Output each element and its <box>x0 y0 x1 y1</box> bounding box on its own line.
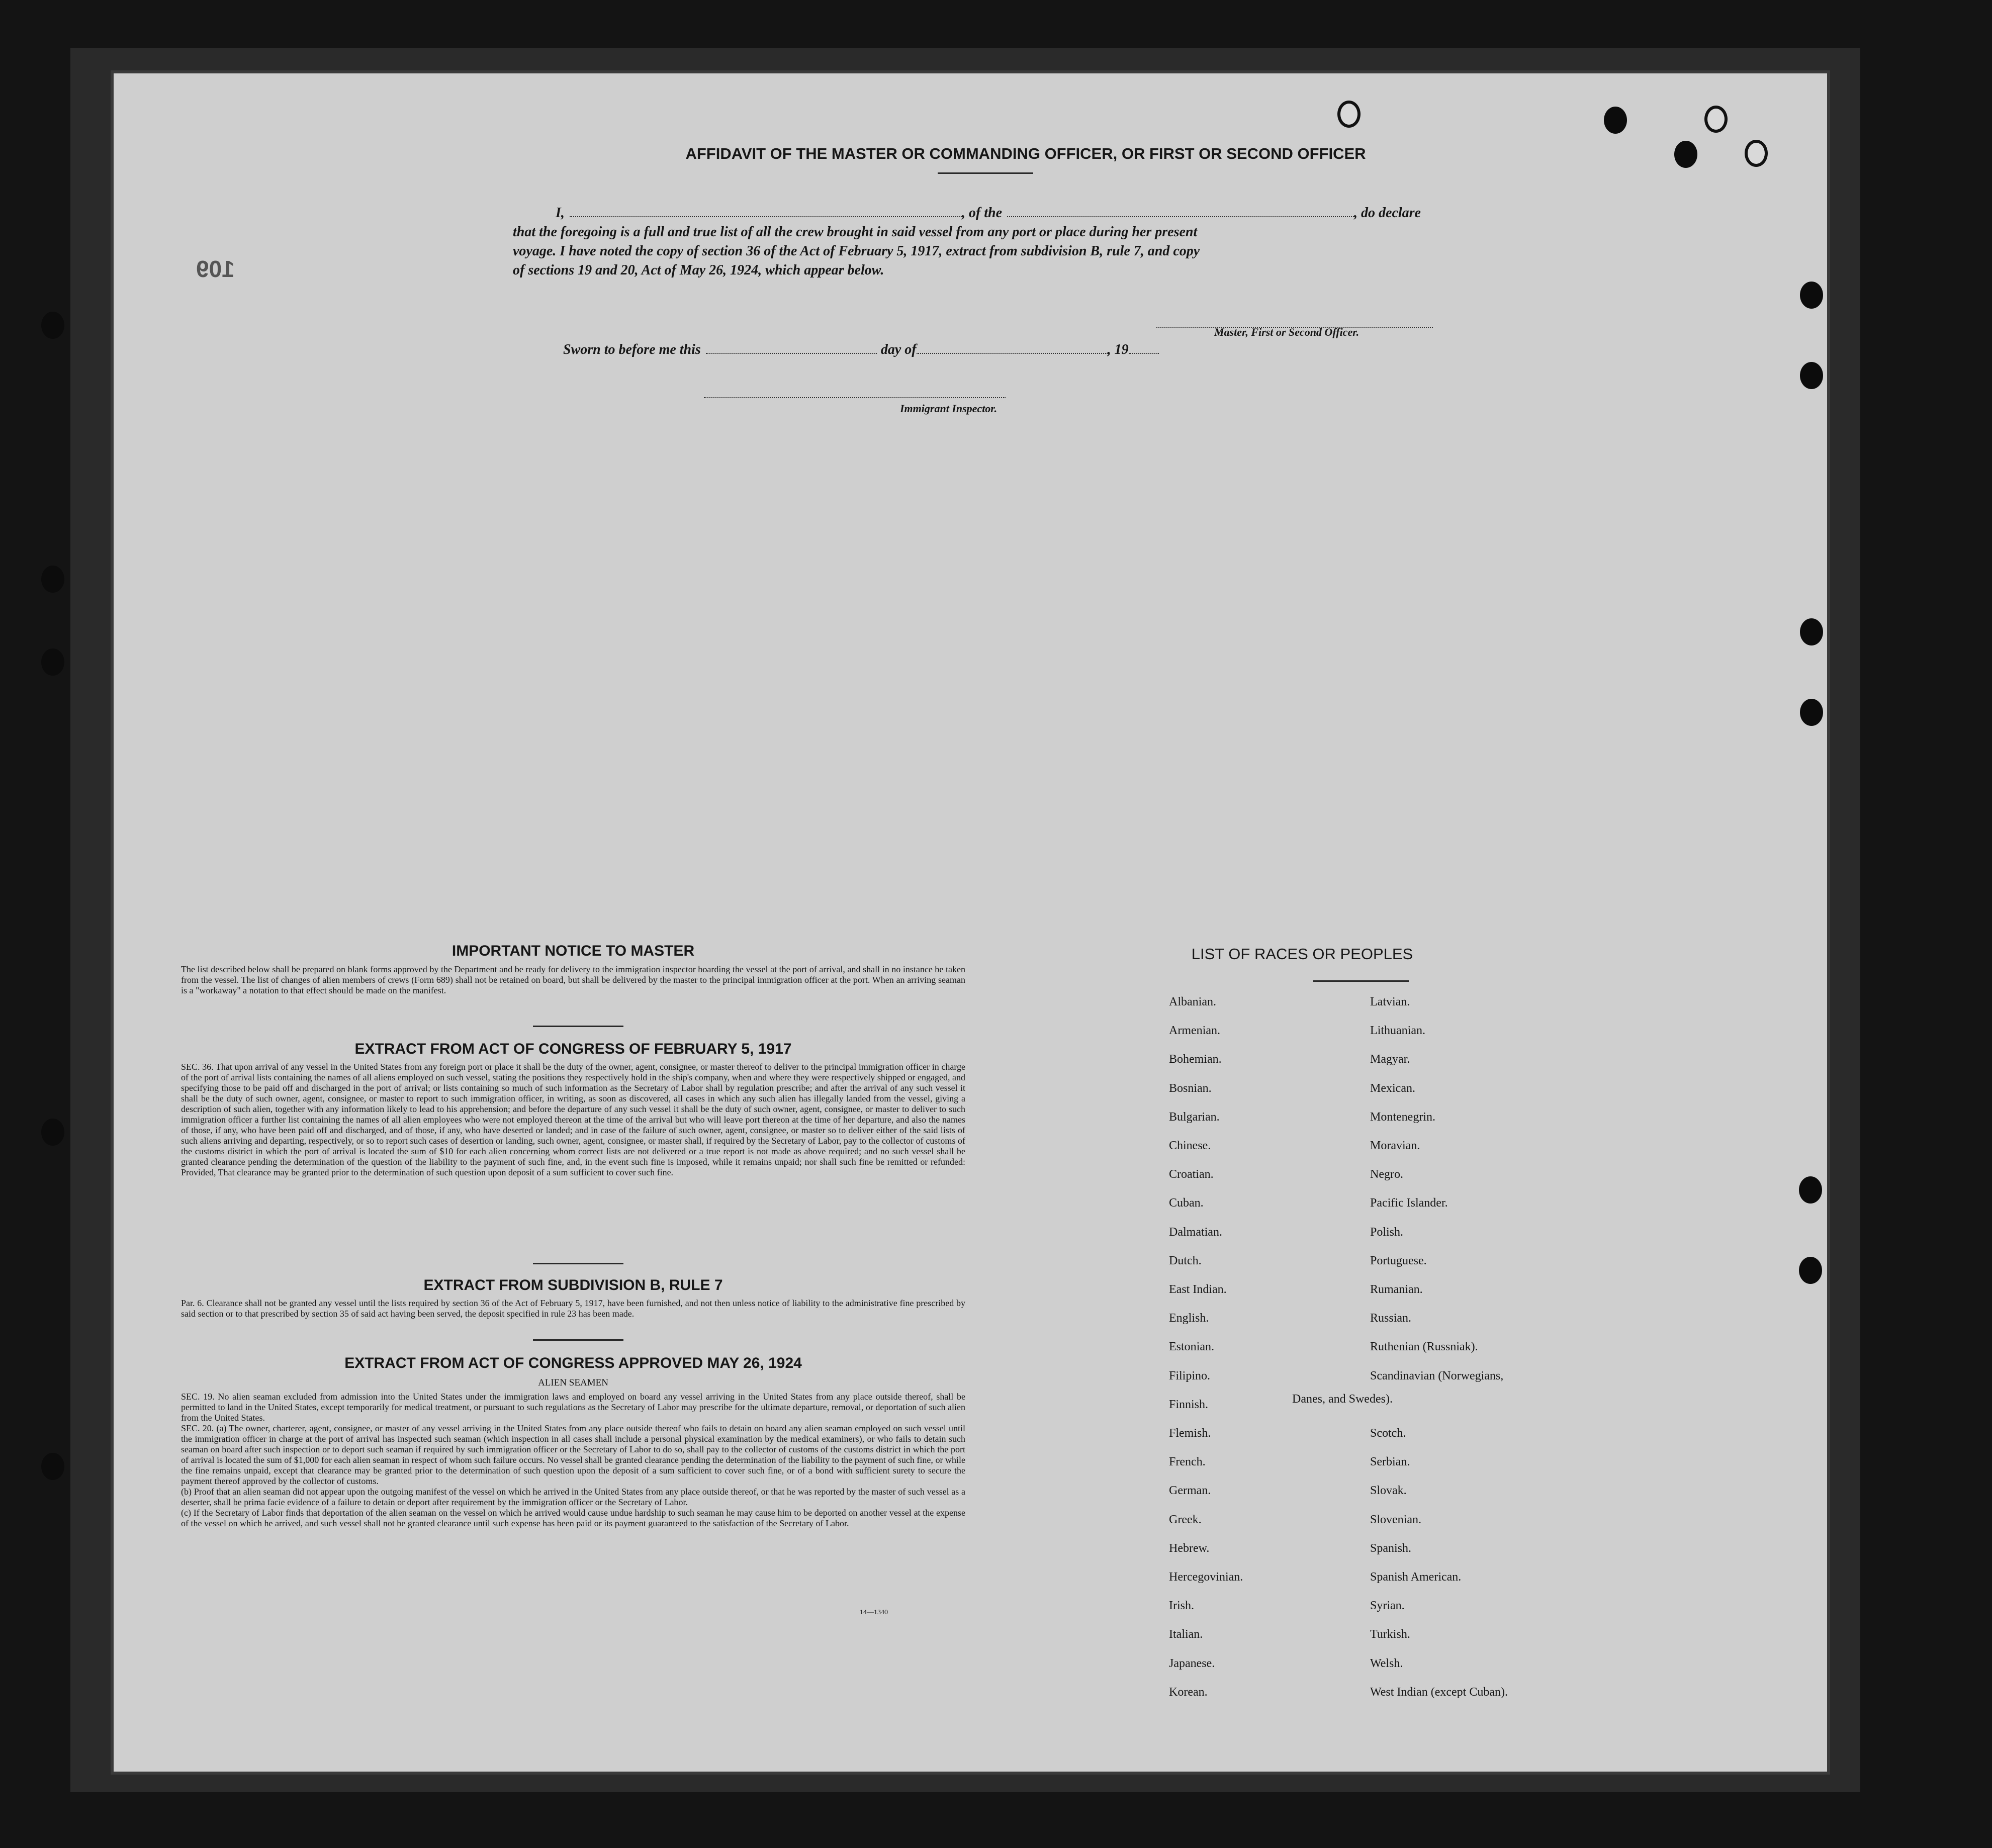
race-item: English. <box>1169 1312 1209 1325</box>
race-item: Negro. <box>1370 1168 1403 1181</box>
of-the-label: , of the <box>961 205 1003 221</box>
extract1-body: SEC. 36. That upon arrival of any vessel in the United States from any foreign port or place it shall be the duty of the owner, agent, consignee, or master thereof to deliver to the principal immigration officer in charge of the port of arrival lists containing the names of all aliens employed on such vessel, stating the positions they respectively hold in the ship's company, when and where they were respectively shipped or engaged, and specifying those to be paid off and discharged in the port of arrival; or lists containing so much of such information as the Secretary of Labor shall by regulation prescribe; and after the arrival of any such vessel it shall be the duty of such owner, agent, consignee, or master to report to such immigration officer, in writing, as soon as discovered, all cases in which any such alien has illegally landed from the vessel, giving a description of such alien, together with any information likely to lead to his apprehension; and before the departure of any such vessel it shall be the duty of such owner, agent, consignee, or master to deliver to such immigration officer a further list containing the names of all alien employees who were not employed thereon at the time of the arrival but who will leave port thereon at the time of her departure, and also the names of those, if any, who have been paid off and discharged, and of those, if any, who have deserted or landed; and in case of the failure of such owner, agent, consignee, or master so to deliver either of the said lists of such aliens arriving and departing, respectively, or so to report such cases of desertion or landing, such owner, agent, consignee, or master shall, if required by the Secretary of Labor, pay to the collector of customs of the customs district in which the port of arrival is located the sum of $10 for each alien concerning whom correct lists are not delivered or a true report is not made as above required; and no such vessel shall be granted clearance pending the determination of the question of the liability to the payment of such fine, and, in the event such fine is imposed, while it remains unpaid; nor shall such fine be remitted or refunded: Provided, That clearance may be granted prior to the determination of such question upon deposit of a sum sufficient to cover such fine. <box>181 1062 965 1177</box>
race-scandinavian-continuation: Danes, and Swedes). <box>1292 1393 1393 1406</box>
race-item: Moravian. <box>1370 1139 1420 1152</box>
divider-2 <box>533 1263 623 1264</box>
race-item: Estonian. <box>1169 1340 1214 1354</box>
sworn-line <box>563 342 1159 358</box>
year-label: , 19 <box>1107 342 1129 357</box>
binder-hole-left-2 <box>41 566 64 593</box>
extract3-subtitle: ALIEN SEAMEN <box>538 1377 608 1388</box>
title-underline <box>938 172 1033 174</box>
binder-hole-right-4 <box>1800 699 1823 726</box>
race-item: Serbian. <box>1370 1455 1410 1469</box>
race-item: Hebrew. <box>1169 1541 1210 1555</box>
binder-hole-top-4 <box>1674 141 1697 168</box>
notice-body: The list described below shall be prepared on blank forms approved by the Department and be ready for delivery to the immigration inspector boarding the vessel at the port of arrival, and shall in no instance be taken from the vessel. The list of changes of alien members of crews (Form 689) shall not be retained on board, but shall be delivered by the master to the principal immigration officer at the port. When an arriving seaman is a "workaway" a notation to that effect should be made on the manifest. <box>181 964 965 995</box>
race-item: Irish. <box>1169 1599 1194 1613</box>
race-item: Spanish American. <box>1370 1570 1462 1584</box>
binder-hole-top-3 <box>1704 106 1728 133</box>
month-blank[interactable] <box>917 342 1108 354</box>
race-item: Spanish. <box>1370 1541 1412 1555</box>
race-item: East Indian. <box>1169 1283 1227 1296</box>
race-item: French. <box>1169 1455 1206 1469</box>
inspector-label: Immigrant Inspector. <box>900 402 998 415</box>
race-item: Slovenian. <box>1370 1513 1421 1526</box>
day-of-label: day of <box>880 342 917 357</box>
race-item: Welsh. <box>1370 1656 1403 1670</box>
extract2-body: Par. 6. Clearance shall not be granted any vessel until the lists required by section 36 of the Act of February 5, 1917, have been furnished, and not then unless notice of liability to the administrative fine prescribed by said section or to that prescribed by section 35 of said act having been served, the deposit specified in rule 23 has been made. <box>181 1298 965 1319</box>
binder-hole-top-5 <box>1745 140 1768 167</box>
race-item: Rumanian. <box>1370 1283 1423 1296</box>
race-item: Bulgarian. <box>1169 1110 1220 1124</box>
year-blank[interactable] <box>1129 342 1159 354</box>
declaration-line-3: voyage. I have noted the copy of section 36 of the Act of February 5, 1917, extract from subdivision B, rule 7, and copy <box>513 243 1200 259</box>
races-underline <box>1313 980 1409 982</box>
extract3-sections <box>181 1392 965 1529</box>
sec20a-text: SEC. 20. (a) The owner, charterer, agent, consignee, or master of any vessel arriving in the United States from any place outside thereof who fails to detain on board any alien seaman employed on such vessel until the immigration officer in charge at the port of arrival has inspected such seaman (which inspection in all cases shall include a personal physical examination by the medical examiners), or who fails to detain such seaman on board after such inspection or to deport such seaman if required by such immigration officer or the Secretary of Labor to do so, shall pay to the collector of customs of the customs district in which the port of arrival is located the sum of $1,000 for each alien seaman in respect of whom such failure occurs. No vessel shall be granted clearance pending the determination of the liability to the payment of such fine, or while the fine remains unpaid, except that clearance may be granted prior to the determination of such question upon the deposit of a sum sufficient to cover such fine, or of a bond with sufficient surety to secure the payment thereof approved by the collector of customs. <box>181 1423 965 1486</box>
do-declare-label: , do declare <box>1354 205 1421 221</box>
sec20b-text: (b) Proof that an alien seaman did not appear upon the outgoing manifest of the vessel on which he arrived in the United States from any place outside thereof, or that he was reported by the master of such vessel as a deserter, shall be prima facie evidence of a failure to detain or deport after requirement by the immigration officer or the Secretary of Labor. <box>181 1487 965 1507</box>
binder-hole-right-3 <box>1800 618 1823 645</box>
race-item: Dalmatian. <box>1169 1225 1222 1239</box>
race-item: Ruthenian (Russniak). <box>1370 1340 1478 1354</box>
binder-hole-right-2 <box>1800 362 1823 389</box>
binder-hole-left-1 <box>41 312 64 339</box>
day-blank[interactable] <box>706 342 877 354</box>
race-item: Croatian. <box>1169 1168 1214 1181</box>
race-item: Turkish. <box>1370 1628 1410 1641</box>
race-item: Montenegrin. <box>1370 1110 1435 1124</box>
extract3-title: EXTRACT FROM ACT OF CONGRESS APPROVED MAY 26, 1924 <box>344 1355 802 1371</box>
sworn-label: Sworn to before me this <box>563 342 701 357</box>
race-item: Bohemian. <box>1169 1053 1222 1066</box>
race-item: West Indian (except Cuban). <box>1370 1685 1508 1699</box>
binder-hole-left-5 <box>41 1453 64 1480</box>
sec19-text: SEC. 19. No alien seaman excluded from admission into the United States under the immigration laws and employed on board any vessel arriving in the United States from any place outside thereof, shall be permitted to land in the United States, except temporarily for medical treatment, or pursuant to such regulations as the Secretary of Labor may prescribe for the ultimate departure, removal, or deportation of such alien from the United States. <box>181 1392 965 1423</box>
race-item: Albanian. <box>1169 995 1216 1008</box>
race-item: Mexican. <box>1370 1081 1415 1095</box>
declaration-line-1 <box>513 204 1594 223</box>
binder-hole-right-5 <box>1799 1176 1822 1204</box>
divider-3 <box>533 1339 623 1341</box>
race-item: Korean. <box>1169 1685 1208 1699</box>
race-item: Lithuanian. <box>1370 1024 1425 1038</box>
notice-title: IMPORTANT NOTICE TO MASTER <box>451 943 695 959</box>
race-item: Filipino. <box>1169 1369 1211 1382</box>
race-item: Slovak. <box>1370 1484 1407 1498</box>
race-item: Polish. <box>1370 1225 1404 1239</box>
race-item: Hercegovinian. <box>1169 1570 1243 1584</box>
affidavit-declaration <box>513 204 1594 280</box>
document-page <box>111 70 1830 1775</box>
extract2-title: EXTRACT FROM SUBDIVISION B, RULE 7 <box>423 1277 723 1293</box>
extract1-title: EXTRACT FROM ACT OF CONGRESS OF FEBRUARY 5, 1917 <box>354 1041 792 1057</box>
race-item: German. <box>1169 1484 1211 1498</box>
binder-hole-right-6 <box>1799 1257 1822 1284</box>
race-item: Finnish. <box>1169 1398 1209 1411</box>
name-blank[interactable] <box>570 205 962 217</box>
race-item: Chinese. <box>1169 1139 1211 1152</box>
race-item: Syrian. <box>1370 1599 1405 1613</box>
race-item: Latvian. <box>1370 995 1410 1008</box>
races-title: LIST OF RACES OR PEOPLES <box>1191 945 1413 963</box>
inspector-line[interactable] <box>704 386 1006 398</box>
binder-hole-left-3 <box>41 649 64 676</box>
affidavit-title: AFFIDAVIT OF THE MASTER OR COMMANDING OFFICER, OR FIRST OR SECOND OFFICER <box>685 145 1366 162</box>
race-item: Armenian. <box>1169 1024 1220 1038</box>
binder-hole-left-4 <box>41 1119 64 1146</box>
binder-hole-top-1 <box>1337 101 1361 128</box>
i-label: I, <box>556 205 565 221</box>
race-item: Flemish. <box>1169 1427 1211 1440</box>
race-item: Bosnian. <box>1169 1081 1212 1095</box>
race-item: Russian. <box>1370 1312 1412 1325</box>
form-code: 14—1340 <box>860 1609 888 1616</box>
race-item: Italian. <box>1169 1628 1203 1641</box>
binder-hole-right-1 <box>1800 282 1823 309</box>
page-number: 109 <box>196 256 235 282</box>
race-item: Scotch. <box>1370 1427 1406 1440</box>
declaration-line-4: of sections 19 and 20, Act of May 26, 1924, which appear below. <box>513 262 884 278</box>
race-item: Magyar. <box>1370 1053 1410 1066</box>
sec20c-text: (c) If the Secretary of Labor finds that deportation of the alien seaman on the vessel on which he arrived would cause undue hardship to such seaman he may cause him to be deported on another vessel at the expense of the vessel on which he arrived, and such vessel shall not be granted clearance until such expense has been paid or its payment guaranteed to the satisfaction of the Secretary of Labor. <box>181 1508 965 1528</box>
race-item: Japanese. <box>1169 1656 1215 1670</box>
binder-hole-top-2 <box>1604 107 1627 134</box>
race-item: Portuguese. <box>1370 1254 1427 1267</box>
signature-label: Master, First or Second Officer. <box>1214 326 1360 338</box>
vessel-blank[interactable] <box>1007 205 1354 217</box>
race-item: Cuban. <box>1169 1196 1204 1210</box>
race-item: Scandinavian (Norwegians, <box>1370 1369 1504 1382</box>
divider-1 <box>533 1026 623 1027</box>
race-item: Dutch. <box>1169 1254 1202 1267</box>
race-item: Pacific Islander. <box>1370 1196 1448 1210</box>
declaration-line-2: that the foregoing is a full and true list of all the crew brought in said vessel from any port or place during her present <box>513 224 1198 240</box>
race-item: Greek. <box>1169 1513 1202 1526</box>
